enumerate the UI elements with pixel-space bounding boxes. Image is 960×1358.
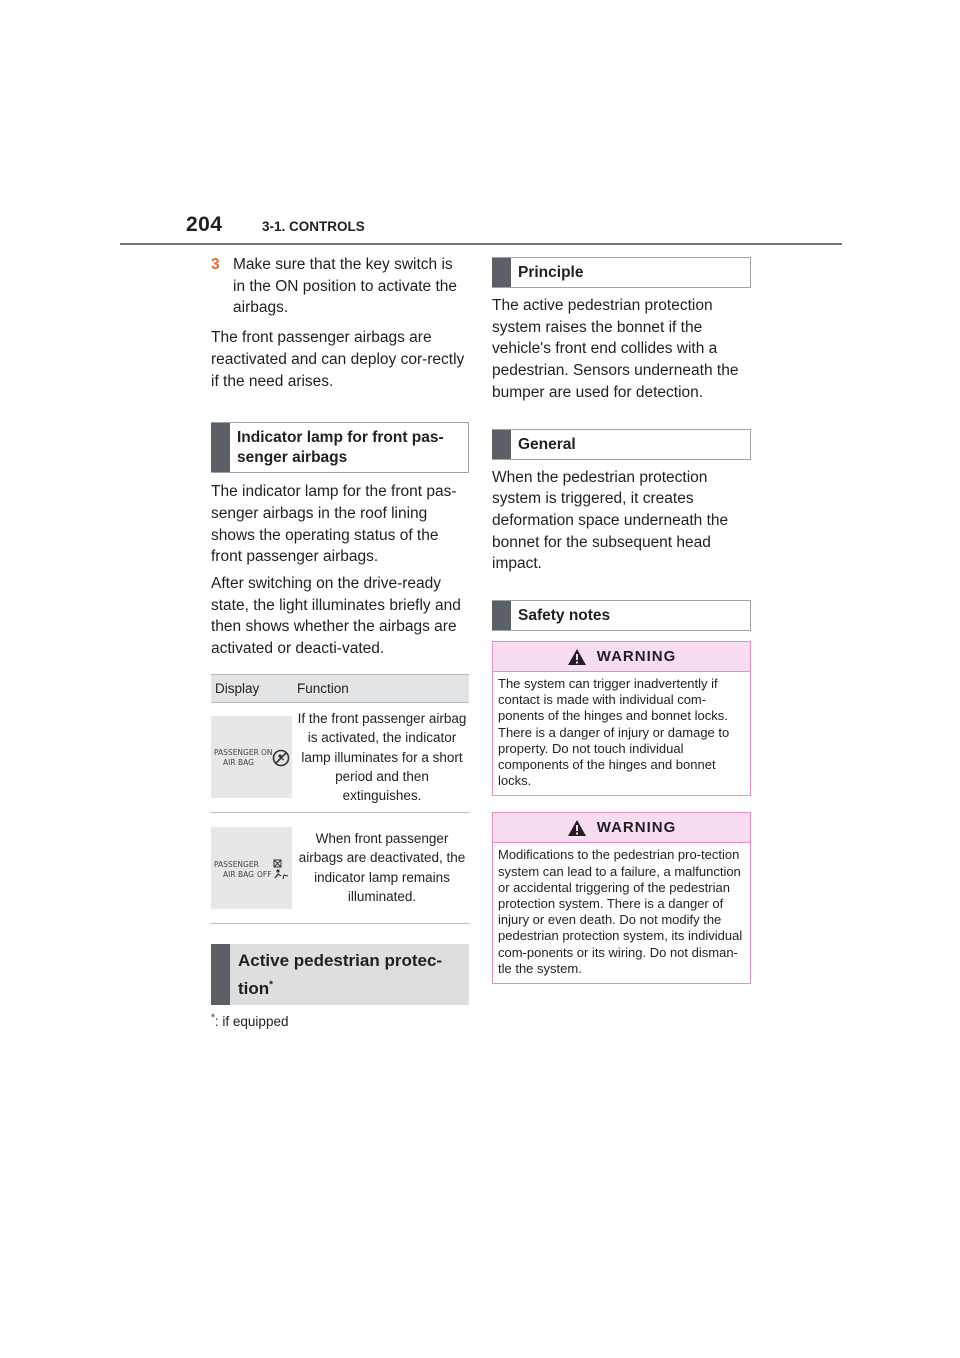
function-text-on: If the front passenger airbag is activated, the indicator lamp illuminates for a short period and then extinguishes.	[297, 710, 467, 804]
table-header	[211, 675, 469, 703]
left-column	[211, 254, 469, 1005]
step-3	[211, 254, 469, 319]
paragraph-principle: The active pedestrian protection system raises the bonnet if the vehicle's front end collides with a pedestrian. Sensors underneath the bumper are used for detection.	[492, 297, 739, 401]
heading-principle: Principle	[492, 257, 751, 288]
warning-box	[492, 641, 751, 796]
heading-safety-notes: Safety notes	[492, 600, 751, 631]
column-header-function: Function	[297, 680, 349, 696]
header-divider	[120, 243, 842, 245]
function-text-off: When front passenger airbags are deactivated, the indicator lamp remains illuminated.	[298, 831, 466, 905]
heading-general: General	[492, 429, 751, 460]
equipment-asterisk: *	[269, 979, 274, 991]
table-row	[211, 813, 469, 924]
paragraph-general: When the pedestrian protection system is triggered, it creates deformation space underneath the bonnet for the subsequent head impact.	[492, 468, 729, 573]
warning-triangle-icon	[567, 648, 587, 666]
warning-text: Modifications to the pedestrian pro-tection system can lead to a failure, a malfunction or accidental triggering of the pedestrian protection system. There is a danger of injury or even death. Do not modify the pedestrian protection system, its individual com-ponents or its wiring. Do not disman-tle the system.	[498, 847, 743, 976]
warning-text: The system can trigger inadvertently if contact is made with individual com-ponents of the hinges and bonnet locks. There is a danger of injury or damage to property. Do not touch individual components of the hinges and bonnet locks.	[498, 676, 730, 789]
airbag-off-lamp-image: PASSENGER AIR BAG OFF	[211, 827, 292, 909]
section-title: 3-1. CONTROLS	[262, 219, 365, 234]
warning-title: WARNING	[596, 819, 677, 837]
warning-title: WARNING	[596, 648, 677, 666]
airbag-on-icon	[272, 749, 290, 767]
table-row	[211, 703, 469, 813]
warning-box	[492, 812, 751, 984]
airbag-on-lamp-image: PASSENGER ON AIR BAG	[211, 716, 292, 798]
paragraph-drive-ready: After switching on the drive-ready state, the light illuminates briefly and then shows whether the airbags are activated or deacti-vated.	[211, 575, 461, 658]
footnote: *: if equipped	[211, 1012, 289, 1029]
indicator-table	[211, 674, 469, 924]
paragraph-indicator-lamp: The indicator lamp for the front pas-senger airbags in the roof lining shows the operating status of the front passenger airbags.	[211, 483, 457, 566]
column-header-display: Display	[215, 680, 260, 696]
airbag-off-icon	[270, 859, 290, 881]
page-number: 204	[186, 213, 223, 236]
step-number: 3	[211, 256, 220, 273]
step-text: Make sure that the key switch is in the ON position to activate the airbags.	[233, 256, 458, 317]
heading-indicator-lamp: Indicator lamp for front pas-senger airbags	[211, 422, 469, 473]
heading-active-pedestrian-protection: Active pedestrian protec-tion*	[211, 944, 469, 1005]
paragraph-reactivated: The front passenger airbags are reactivated and can deploy cor-rectly if the need arises.	[211, 329, 465, 390]
right-column	[492, 257, 751, 984]
warning-triangle-icon	[567, 819, 587, 837]
